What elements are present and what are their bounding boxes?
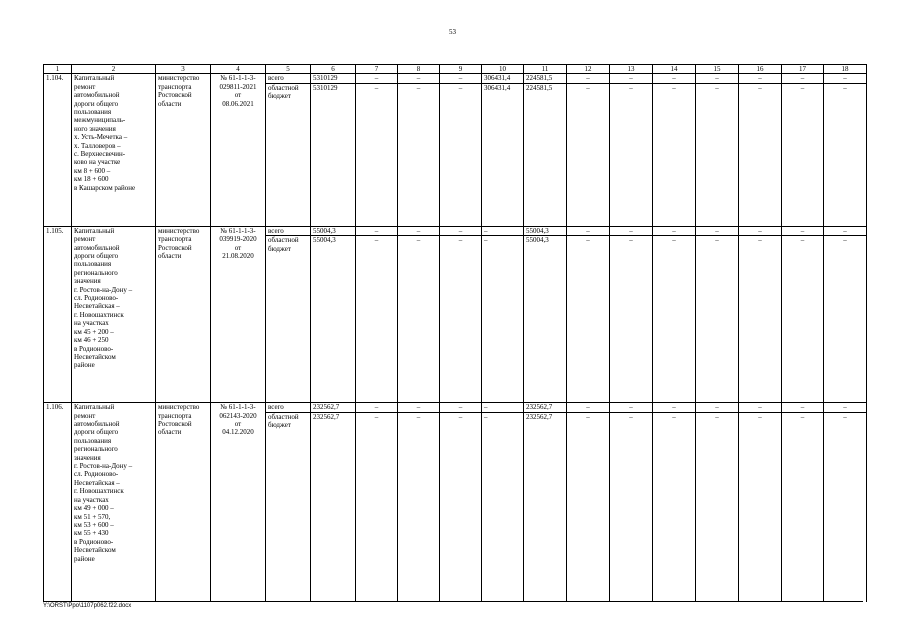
value-cell-c15: – [696, 403, 739, 412]
header-row [44, 65, 867, 74]
value-cell-c18: – [824, 83, 867, 226]
value-cell-c15: – [696, 412, 739, 602]
value-cell-c10: 306431,4 [482, 74, 524, 83]
value-cell-c17: – [782, 236, 824, 403]
expertise-document: № 61-1-1-3- 029811-2021 от 08.06.2021 [211, 74, 266, 226]
object-name: Капитальный ремонт автомобильной дороги общего пользования межмуниципаль- ного значения х. Усть-Мечетка – х. Талловеров – с. Верхнесвечин- ково на участке км 8 + 600 – км 18 + 600 в Кашарском районе [72, 74, 156, 226]
value-cell-c17: – [782, 83, 824, 226]
value-cell-c13: – [610, 236, 653, 403]
value-cell-c16: – [739, 403, 782, 412]
value-cell-c18: – [824, 236, 867, 403]
column-header: 10 [482, 65, 524, 74]
funding-source: всего [266, 74, 311, 83]
value-cell-c14: – [653, 236, 696, 403]
value-cell-c15: – [696, 83, 739, 226]
column-header: 8 [398, 65, 440, 74]
value-cell-c16: – [739, 226, 782, 235]
value-cell-c8: – [398, 74, 440, 83]
file-path-footer: Y:\ORST\Ppo\1107p062.f22.docx [43, 603, 132, 609]
item-number: 1.106. [44, 403, 72, 602]
value-cell-c17: – [782, 226, 824, 235]
funding-source: всего [266, 226, 311, 235]
value-cell-c13: – [610, 83, 653, 226]
value-cell-c8: – [398, 236, 440, 403]
value-cell-c16: – [739, 83, 782, 226]
table-row [44, 403, 867, 412]
value-cell-c14: – [653, 226, 696, 235]
value-cell-c7: – [356, 83, 398, 226]
value-cell-c16: – [739, 236, 782, 403]
value-cell-c9: – [440, 403, 482, 412]
value-cell-c9: – [440, 74, 482, 83]
column-header: 15 [696, 65, 739, 74]
value-cell-c12: – [567, 226, 610, 235]
value-cell-c12: – [567, 403, 610, 412]
value-cell-c16: – [739, 412, 782, 602]
value-cell-c10: – [482, 226, 524, 235]
value-cell-c7: – [356, 412, 398, 602]
page-number: 53 [449, 28, 456, 36]
column-header: 4 [211, 65, 266, 74]
value-cell-c16: – [739, 74, 782, 83]
value-cell-c15: – [696, 74, 739, 83]
column-header: 3 [156, 65, 211, 74]
value-cell-c9: – [440, 226, 482, 235]
value-cell-c14: – [653, 83, 696, 226]
value-cell-c12: – [567, 74, 610, 83]
column-header: 12 [567, 65, 610, 74]
object-name: Капитальный ремонт автомобильной дороги общего пользования регионального значения г. Ростов-на-Дону – сл. Родионово- Несветайская – г. Новошахтинск на участках км 49 + 000 – км 51 + 570, км 53 + 600 – км 55 + 430 в Родионово- Несветайском районе [72, 403, 156, 602]
value-cell-c14: – [653, 412, 696, 602]
value-cell-c17: – [782, 412, 824, 602]
value-cell-c8: – [398, 412, 440, 602]
value-cell-c9: – [440, 236, 482, 403]
column-header: 1 [44, 65, 72, 74]
value-cell-c6: 55004,3 [311, 236, 356, 403]
value-cell-c10: – [482, 412, 524, 602]
funding-source: областной бюджет [266, 412, 311, 602]
value-cell-c12: – [567, 83, 610, 226]
responsible-body: министерство транспорта Ростовской области [156, 226, 211, 402]
value-cell-c11: 224581,5 [524, 74, 567, 83]
table-row [44, 226, 867, 235]
funding-source: областной бюджет [266, 236, 311, 403]
value-cell-c10: – [482, 236, 524, 403]
value-cell-c9: – [440, 412, 482, 602]
column-header: 9 [440, 65, 482, 74]
funding-source: областной бюджет [266, 83, 311, 226]
column-header: 5 [266, 65, 311, 74]
value-cell-c14: – [653, 74, 696, 83]
value-cell-c11: 55004,3 [524, 236, 567, 403]
object-name: Капитальный ремонт автомобильной дороги общего пользования регионального значения г. Ростов-на-Дону – сл. Родионово- Несветайская – г. Новошахтинск на участках км 45 + 200 – км 46 + 250 в Родионово- Несветайском районе [72, 226, 156, 402]
column-header: 14 [653, 65, 696, 74]
value-cell-c11: 232562,7 [524, 403, 567, 412]
item-number: 1.104. [44, 74, 72, 226]
value-cell-c8: – [398, 83, 440, 226]
column-header: 17 [782, 65, 824, 74]
column-header: 6 [311, 65, 356, 74]
column-header: 13 [610, 65, 653, 74]
value-cell-c7: – [356, 226, 398, 235]
funding-source: всего [266, 403, 311, 412]
value-cell-c8: – [398, 403, 440, 412]
value-cell-c9: – [440, 83, 482, 226]
value-cell-c12: – [567, 412, 610, 602]
column-header: 7 [356, 65, 398, 74]
value-cell-c14: – [653, 403, 696, 412]
value-cell-c10: – [482, 403, 524, 412]
value-cell-c6: 5310129 [311, 74, 356, 83]
program-table [43, 64, 867, 602]
expertise-document: № 61-1-1-3- 039919-2020 от 21.08.2020 [211, 226, 266, 402]
value-cell-c13: – [610, 74, 653, 83]
value-cell-c17: – [782, 403, 824, 412]
value-cell-c11: 232562,7 [524, 412, 567, 602]
value-cell-c18: – [824, 226, 867, 235]
value-cell-c8: – [398, 226, 440, 235]
value-cell-c15: – [696, 226, 739, 235]
value-cell-c7: – [356, 236, 398, 403]
footer-divider [43, 601, 863, 602]
value-cell-c13: – [610, 226, 653, 235]
responsible-body: министерство транспорта Ростовской области [156, 403, 211, 602]
value-cell-c10: 306431,4 [482, 83, 524, 226]
responsible-body: министерство транспорта Ростовской области [156, 74, 211, 226]
value-cell-c13: – [610, 412, 653, 602]
value-cell-c18: – [824, 74, 867, 83]
value-cell-c15: – [696, 236, 739, 403]
value-cell-c6: 5310129 [311, 83, 356, 226]
value-cell-c7: – [356, 74, 398, 83]
value-cell-c6: 55004,3 [311, 226, 356, 235]
value-cell-c11: 224581,5 [524, 83, 567, 226]
column-header: 18 [824, 65, 867, 74]
column-header: 16 [739, 65, 782, 74]
item-number: 1.105. [44, 226, 72, 402]
value-cell-c13: – [610, 403, 653, 412]
column-header: 2 [72, 65, 156, 74]
table-row [44, 74, 867, 83]
value-cell-c11: 55004,3 [524, 226, 567, 235]
value-cell-c18: – [824, 412, 867, 602]
value-cell-c6: 232562,7 [311, 403, 356, 412]
expertise-document: № 61-1-1-3- 062143-2020 от 04.12.2020 [211, 403, 266, 602]
value-cell-c7: – [356, 403, 398, 412]
value-cell-c12: – [567, 236, 610, 403]
value-cell-c6: 232562,7 [311, 412, 356, 602]
column-header: 11 [524, 65, 567, 74]
value-cell-c17: – [782, 74, 824, 83]
value-cell-c18: – [824, 403, 867, 412]
